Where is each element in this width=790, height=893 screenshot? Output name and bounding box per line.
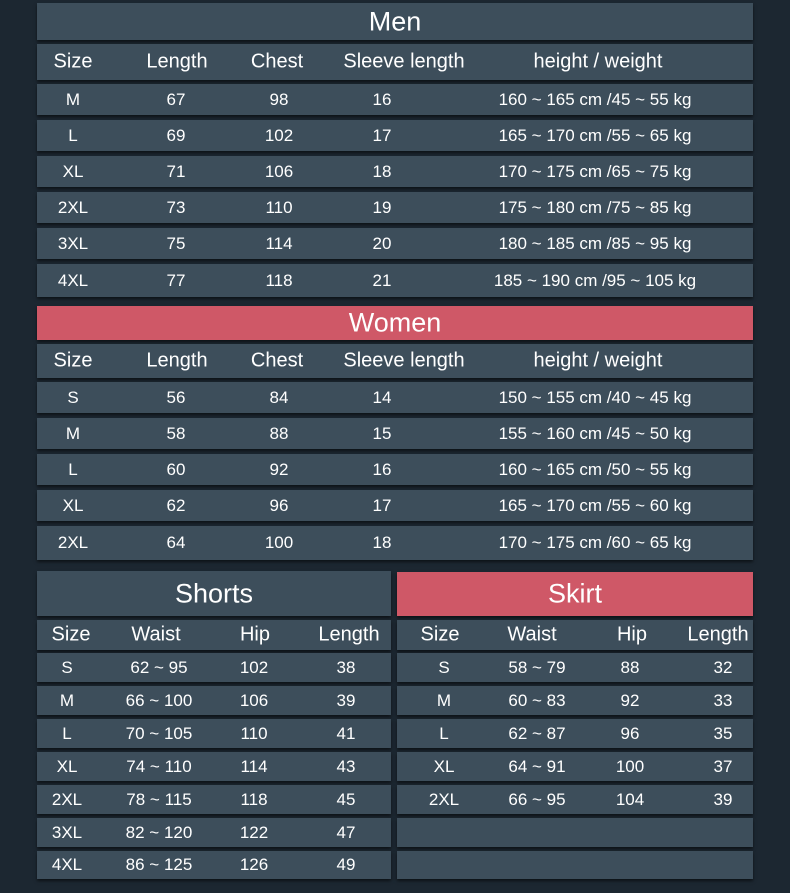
women-chest: 96	[269, 495, 289, 515]
shorts-hip: 114	[240, 756, 268, 776]
women-header-length: Length	[146, 349, 208, 372]
skirt-size: 2XL	[428, 789, 460, 809]
table-row	[397, 785, 753, 814]
skirt-hip: 96	[620, 723, 640, 743]
women-chest: 92	[269, 459, 289, 479]
women-header-row	[37, 344, 753, 378]
shorts-waist: 70 ~ 105	[125, 723, 193, 743]
men-height-weight: 185 ~ 190 cm /95 ~ 105 kg	[493, 270, 697, 290]
men-height-weight: 180 ~ 185 cm /85 ~ 95 kg	[498, 233, 692, 253]
table-row	[397, 686, 753, 715]
table-row	[37, 228, 753, 259]
women-size: XL	[62, 495, 84, 515]
table-row	[37, 418, 753, 449]
men-table	[37, 3, 753, 297]
shorts-length: 49	[336, 855, 356, 874]
shorts-hip: 118	[240, 789, 268, 809]
shorts-hip: 102	[239, 657, 269, 677]
skirt-table	[397, 572, 753, 879]
shorts-waist: 82 ~ 120	[125, 822, 193, 842]
men-header-height-weight: height / weight	[533, 50, 663, 73]
men-title-bar	[37, 3, 753, 40]
skirt-header-length: Length	[687, 623, 749, 646]
women-height-weight: 160 ~ 165 cm /50 ~ 55 kg	[498, 459, 692, 479]
men-header-row	[37, 44, 753, 80]
men-sleeve: 19	[372, 197, 392, 217]
women-chest: 100	[264, 533, 294, 552]
table-row	[37, 526, 753, 560]
women-length: 56	[166, 387, 186, 407]
men-header-length: Length	[146, 50, 208, 73]
women-title: Women	[348, 307, 442, 338]
women-sleeve: 15	[372, 423, 392, 443]
shorts-length: 38	[336, 657, 356, 677]
skirt-header-waist: Waist	[507, 623, 557, 646]
men-chest: 106	[264, 161, 294, 181]
skirt-header-row	[397, 620, 753, 650]
skirt-header-hip: Hip	[616, 623, 648, 646]
skirt-size: XL	[433, 756, 455, 776]
men-chest: 98	[269, 89, 289, 109]
shorts-hip: 110	[240, 723, 268, 743]
table-row	[37, 785, 391, 814]
shorts-length: 43	[336, 756, 356, 776]
skirt-waist: 62 ~ 87	[508, 723, 566, 743]
shorts-size: 2XL	[51, 789, 83, 809]
skirt-length: 39	[713, 789, 733, 809]
table-row	[37, 264, 753, 297]
women-length: 60	[166, 459, 186, 479]
men-length: 75	[166, 233, 186, 253]
table-row	[37, 120, 753, 151]
skirt-waist: 66 ~ 95	[508, 789, 566, 809]
women-header-size: Size	[53, 349, 93, 372]
shorts-size: 3XL	[51, 822, 83, 842]
women-size: M	[65, 423, 81, 443]
men-title: Men	[368, 6, 422, 36]
shorts-length: 47	[336, 822, 356, 842]
shorts-size: L	[62, 723, 72, 743]
table-row	[37, 156, 753, 187]
shorts-length: 45	[336, 789, 356, 809]
men-header-size: Size	[53, 50, 93, 73]
women-sleeve: 16	[372, 459, 392, 479]
skirt-length: 35	[713, 723, 733, 743]
skirt-title-bar	[397, 572, 753, 616]
skirt-hip: 88	[620, 657, 640, 677]
table-row	[37, 818, 391, 847]
skirt-hip: 92	[620, 690, 640, 710]
shorts-header-waist: Waist	[131, 623, 181, 646]
men-length: 69	[166, 125, 186, 145]
skirt-waist: 64 ~ 91	[508, 756, 566, 776]
men-size: 2XL	[57, 197, 89, 217]
shorts-size: M	[59, 690, 75, 710]
shorts-waist: 62 ~ 95	[130, 657, 188, 677]
men-height-weight: 175 ~ 180 cm /75 ~ 85 kg	[498, 197, 692, 217]
shorts-length: 39	[336, 690, 356, 710]
shorts-size: XL	[56, 756, 78, 776]
skirt-waist: 58 ~ 79	[508, 657, 566, 677]
empty-row	[397, 818, 753, 847]
empty-row	[397, 851, 753, 879]
women-height-weight: 155 ~ 160 cm /45 ~ 50 kg	[498, 423, 692, 443]
women-length: 58	[166, 423, 186, 443]
women-sleeve: 14	[372, 387, 392, 407]
table-row	[37, 490, 753, 521]
men-sleeve: 17	[372, 125, 392, 145]
skirt-size: L	[439, 723, 449, 743]
shorts-table	[37, 571, 391, 879]
skirt-size: M	[436, 690, 452, 710]
women-length: 64	[166, 533, 186, 552]
women-size: 2XL	[57, 533, 89, 552]
men-sleeve: 18	[372, 161, 392, 181]
men-length: 67	[166, 89, 186, 109]
men-chest: 110	[265, 197, 293, 217]
men-length: 77	[166, 270, 186, 290]
women-sleeve: 17	[372, 495, 392, 515]
men-header-sleeve: Sleeve length	[343, 50, 465, 73]
table-row	[37, 653, 391, 682]
skirt-length: 33	[713, 690, 733, 710]
shorts-size: S	[61, 657, 73, 677]
women-size: S	[67, 387, 79, 407]
skirt-hip: 104	[615, 789, 645, 809]
shorts-title-bar	[37, 571, 391, 616]
shorts-waist: 74 ~ 110	[126, 756, 192, 776]
shorts-header-row	[37, 620, 391, 650]
table-row	[37, 719, 391, 748]
skirt-length: 37	[713, 756, 733, 776]
table-row	[37, 454, 753, 485]
men-size: XL	[62, 161, 84, 181]
men-size: M	[65, 89, 81, 109]
men-sleeve: 20	[372, 233, 392, 253]
women-header-sleeve: Sleeve length	[343, 349, 465, 372]
table-row	[37, 686, 391, 715]
shorts-length: 41	[336, 723, 356, 743]
skirt-hip: 100	[615, 756, 645, 776]
women-length: 62	[166, 495, 186, 515]
table-row	[397, 752, 753, 781]
table-row	[397, 719, 753, 748]
skirt-size: S	[438, 657, 450, 677]
women-height-weight: 165 ~ 170 cm /55 ~ 60 kg	[498, 495, 692, 515]
table-row	[37, 192, 753, 223]
men-header-chest: Chest	[250, 50, 304, 73]
shorts-hip: 126	[239, 855, 269, 874]
shorts-size: 4XL	[51, 855, 83, 874]
shorts-header-hip: Hip	[239, 623, 271, 646]
skirt-title: Skirt	[548, 578, 602, 609]
men-length: 73	[166, 197, 186, 217]
women-chest: 84	[269, 387, 289, 407]
shorts-title: Shorts	[174, 578, 254, 608]
men-size: 4XL	[57, 270, 89, 290]
shorts-hip: 122	[239, 822, 269, 842]
shorts-waist: 86 ~ 125	[125, 855, 193, 874]
table-row	[37, 851, 391, 879]
men-chest: 114	[265, 233, 293, 253]
shorts-hip: 106	[239, 690, 269, 710]
women-height-weight: 150 ~ 155 cm /40 ~ 45 kg	[498, 387, 692, 407]
women-sleeve: 18	[372, 533, 392, 552]
skirt-header-size: Size	[420, 623, 460, 646]
women-title-bar	[37, 306, 753, 340]
shorts-waist: 66 ~ 100	[125, 690, 193, 710]
women-chest: 88	[269, 423, 289, 443]
women-table	[37, 306, 753, 560]
men-size: L	[68, 125, 78, 145]
women-size: L	[68, 459, 78, 479]
men-height-weight: 165 ~ 170 cm /55 ~ 65 kg	[498, 125, 692, 145]
men-length: 71	[166, 161, 186, 181]
men-height-weight: 160 ~ 165 cm /45 ~ 55 kg	[498, 89, 692, 109]
skirt-length: 32	[713, 657, 733, 677]
men-height-weight: 170 ~ 175 cm /65 ~ 75 kg	[498, 161, 692, 181]
women-height-weight: 170 ~ 175 cm /60 ~ 65 kg	[498, 533, 692, 552]
table-row	[37, 752, 391, 781]
men-sleeve: 16	[372, 89, 392, 109]
table-row	[37, 84, 753, 115]
women-header-height-weight: height / weight	[533, 349, 663, 372]
table-row	[37, 382, 753, 413]
men-chest: 102	[264, 125, 294, 145]
table-row	[397, 653, 753, 682]
skirt-waist: 60 ~ 83	[508, 690, 566, 710]
men-sleeve: 21	[372, 270, 392, 290]
shorts-waist: 78 ~ 115	[126, 789, 192, 809]
men-size: 3XL	[57, 233, 89, 253]
shorts-header-length: Length	[318, 623, 380, 646]
men-chest: 118	[265, 270, 293, 290]
shorts-header-size: Size	[51, 623, 91, 646]
women-header-chest: Chest	[250, 349, 304, 372]
